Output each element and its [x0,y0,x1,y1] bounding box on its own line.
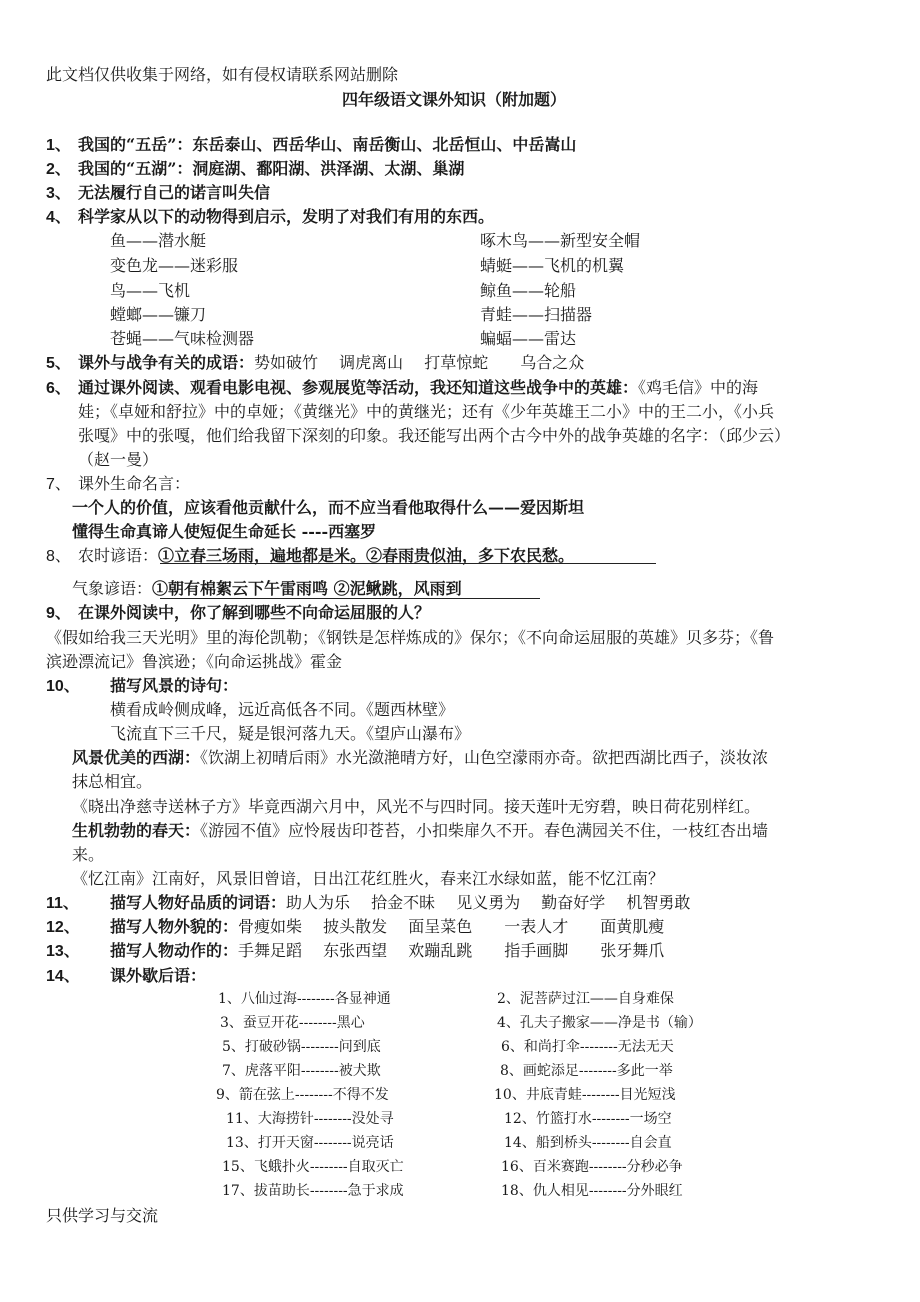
xiehouyu-right: 8、画蛇添足--------多此一举 [500,1063,673,1079]
item-number: 9、 [46,605,71,622]
invention-right: 鲸鱼——轮船 [480,281,577,300]
item-number: 8、 [46,548,71,565]
item-text: 在课外阅读中，你了解到哪些不向命运屈服的人？ [78,603,431,622]
poem-1: 横看成岭侧成峰，远近高低各不同。《题西林壁》 [110,700,455,719]
item-6-line-2: 娃；《卓娅和舒拉》中的卓娅；《黄继光》中的黄继光；还有《少年英雄王二小》中的王二小，《小兵 [78,402,775,421]
xiehouyu-left: 3、蚕豆开花--------黑心 [220,1015,365,1031]
item-9 [46,602,430,625]
item-label: 气象谚语： [72,579,153,598]
xiehouyu-left: 5、打破砂锅--------问到底 [222,1039,381,1055]
item-9-line-3: 滨逊漂流记》鲁滨逊；《向命运挑战》霍金 [46,652,343,671]
item-number: 5、 [46,355,71,372]
weather-proverbs: ①朝有棉絮云下午雷雨鸣 ②泥鳅跳，风雨到 [152,579,462,598]
quote-cicero: 懂得生命真谛人使短促生命延长 ----西塞罗 [72,522,377,541]
item-label: 农时谚语： [78,546,159,565]
item-7 [46,473,190,496]
westlake-label: 风景优美的西湖： [72,748,201,767]
xiehouyu-right: 4、孔夫子搬家——净是书（输） [497,1015,702,1031]
item-6 [46,377,758,400]
poem-2: 飞流直下三千尺，疑是银河落九天。《望庐山瀑布》 [110,724,471,743]
invention-left: 螳螂——镰刀 [110,305,207,324]
xiehouyu-left: 1、八仙过海--------各显神通 [218,991,391,1007]
item-6-line-4: （赵一曼） [78,450,159,469]
xiehouyu-left: 17、拔苗助长--------急于求成 [222,1183,404,1199]
xiehouyu-left: 13、打开天窗--------说亮话 [226,1135,394,1151]
xiehouyu-left: 11、大海捞针--------没处寻 [226,1111,394,1127]
item-number: 4、 [46,209,71,226]
xiehouyu-right: 16、百米赛跑--------分秒必争 [501,1159,683,1175]
item-10 [46,675,238,698]
invention-right: 蝙蝠——雷达 [480,329,577,348]
item-text: 助人为乐 拾金不昧 见义勇为 勤奋好学 机智勇敢 [286,893,691,912]
underline-weather [160,598,540,599]
xiehouyu-right: 18、仇人相见--------分外眼红 [501,1183,683,1199]
item-text: 描写风景的诗句： [110,676,239,695]
item-13 [46,940,664,963]
item-text: 我国的“五湖”：洞庭湖、鄱阳湖、洪泽湖、太湖、巢湖 [78,159,465,178]
item-2 [46,158,464,181]
xiehouyu-right: 10、井底青蛙--------目光短浅 [494,1087,676,1103]
document-title: 四年级语文课外知识（附加题） [342,90,567,109]
item-label: 通过课外阅读、观看电影电视、参观展览等活动，我还知道这些战争中的英雄： [78,378,639,397]
item-8 [46,545,574,568]
item-text: 骨瘦如柴 披头散发 面呈菜色 一表人才 面黄肌瘦 [238,917,665,936]
item-number: 12、 [46,919,80,936]
item-label: 描写人物好品质的词语： [110,893,287,912]
item-number: 3、 [46,185,71,202]
item-8-weather [72,578,462,600]
item-label: 课外与战争有关的成语： [78,353,255,372]
spring-line-2: 来。 [72,845,105,864]
item-text: 势如破竹 调虎离山 打草惊蛇 乌合之众 [254,353,585,372]
item-number: 10、 [46,678,80,695]
westlake-line-1 [72,747,768,769]
item-3 [46,182,270,205]
xiehouyu-left: 9、箭在弦上--------不得不发 [216,1087,389,1103]
item-1 [46,134,576,157]
item-9-line-2: 《假如给我三天光明》里的海伦凯勒；《钢铁是怎样炼成的》保尔；《不向命运屈服的英雄》贝多芬；《鲁 [46,628,775,647]
invention-right: 啄木鸟——新型安全帽 [480,231,641,250]
invention-right: 青蛙——扫描器 [480,305,593,324]
spring-line-3: 《忆江南》江南好，风景旧曾谙，日出江花红胜火，春来江水绿如蓝，能不忆江南？ [72,869,665,888]
item-label: 课外生命名言： [78,474,191,493]
invention-left: 苍蝇——气味检测器 [110,329,255,348]
item-text: 科学家从以下的动物得到启示，发明了对我们有用的东西。 [78,207,495,226]
xiehouyu-left: 7、虎落平阳--------被犬欺 [222,1063,381,1079]
spring-text: 《游园不值》应怜屐齿印苍苔，小扣柴扉久不开。春色满园关不住，一枝红杏出墙 [200,821,769,840]
item-number: 2、 [46,161,71,178]
westlake-text: 《饮湖上初晴后雨》水光潋滟晴方好，山色空濛雨亦奇。欲把西湖比西子，淡妆浓 [200,748,769,767]
item-label: 描写人物外貌的： [110,917,239,936]
item-text: 课外歇后语： [110,966,207,985]
item-5 [46,352,584,375]
item-number: 11、 [46,895,79,912]
spring-line-1 [72,820,768,842]
item-12 [46,916,664,939]
item-label: 描写人物动作的： [110,941,239,960]
quote-einstein: 一个人的价值，应该看他贡献什么，而不应当看他取得什么——爱因斯坦 [72,498,585,517]
item-text: 手舞足蹈 东张西望 欢蹦乱跳 指手画脚 张牙舞爪 [238,941,665,960]
header-note: 此文档仅供收集于网络，如有侵权请联系网站删除 [46,65,399,84]
underline-farming [160,563,656,564]
item-text: 无法履行自己的诺言叫失信 [78,183,271,202]
invention-right: 蜻蜓——飞机的机翼 [480,256,625,275]
footer-note: 只供学习与交流 [46,1206,159,1225]
item-14 [46,965,206,988]
invention-left: 鱼——潜水艇 [110,231,207,250]
xiehouyu-right: 14、船到桥头--------自会直 [504,1135,672,1151]
item-4 [46,206,494,229]
item-text: 《鸡毛信》中的海 [638,378,759,397]
item-number: 1、 [46,137,71,154]
xiehouyu-right: 6、和尚打伞--------无法无天 [501,1039,674,1055]
farming-proverbs: ①立春三场雨，遍地都是米。②春雨贵似油，多下农民愁。 [158,546,575,565]
invention-left: 鸟——飞机 [110,281,191,300]
xiehouyu-right: 12、竹篮打水--------一场空 [504,1111,672,1127]
item-number: 13、 [46,943,80,960]
item-number: 6、 [46,380,71,397]
xiehouyu-right: 2、泥菩萨过江——自身难保 [497,991,674,1007]
invention-left: 变色龙——迷彩服 [110,256,239,275]
xiehouyu-left: 15、飞蛾扑火--------自取灭亡 [222,1159,404,1175]
item-text: 我国的“五岳”：东岳泰山、西岳华山、南岳衡山、北岳恒山、中岳嵩山 [78,135,577,154]
westlake-line-2: 抹总相宜。 [72,772,153,791]
spring-label: 生机勃勃的春天： [72,821,201,840]
item-number: 14、 [46,968,80,985]
item-number: 7、 [46,476,71,493]
westlake-line-3: 《晓出净慈寺送林子方》毕竟西湖六月中，风光不与四时同。接天莲叶无穷碧，映日荷花别样红。 [72,797,761,816]
item-11 [46,892,690,915]
item-6-line-3: 张嘎》中的张嘎，他们给我留下深刻的印象。我还能写出两个古今中外的战争英雄的名字：（邱少云） [78,426,791,445]
